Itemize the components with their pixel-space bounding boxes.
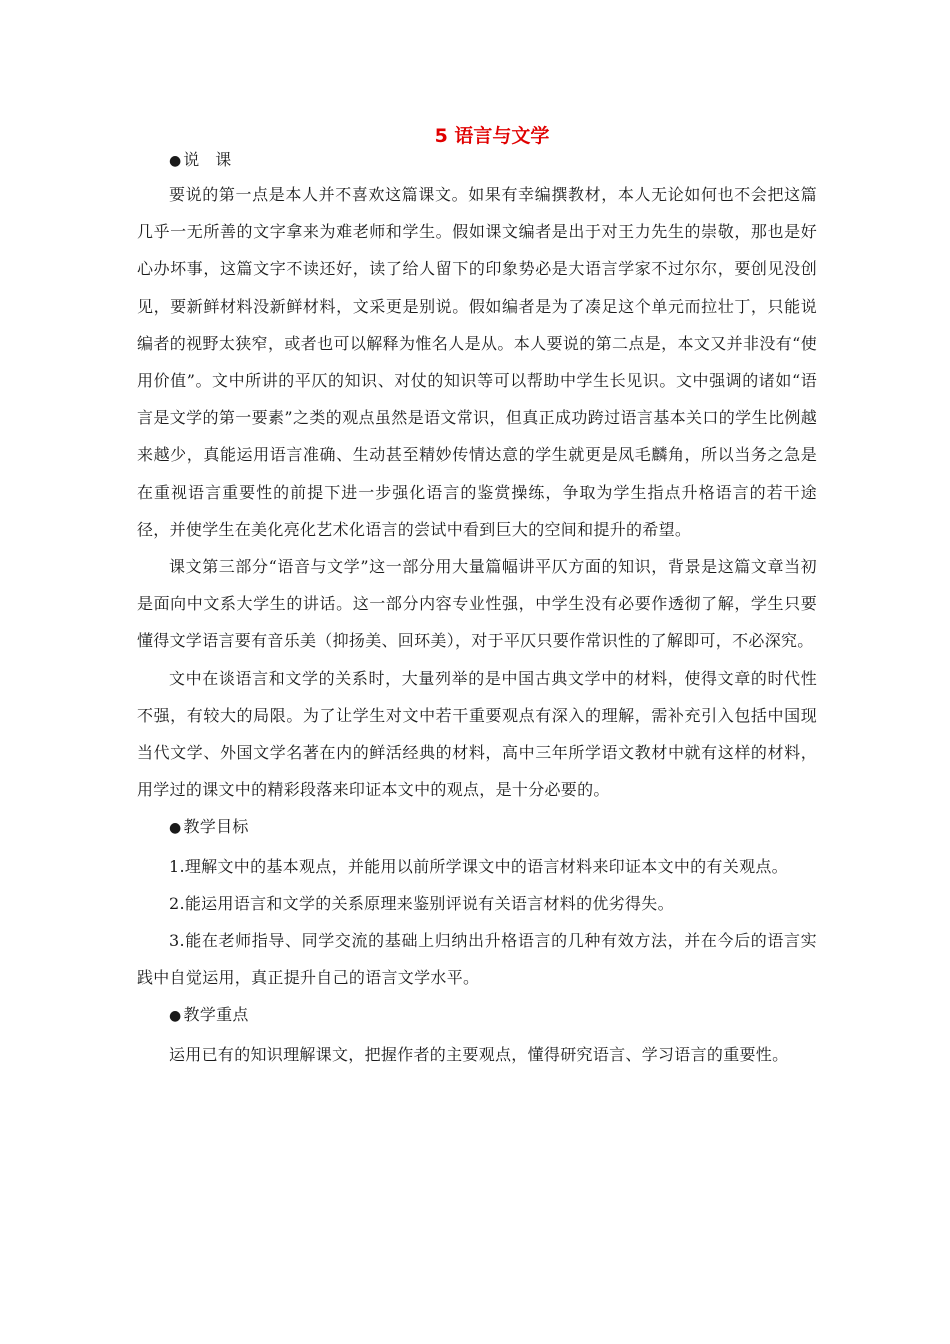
section-heading-goals <box>137 808 817 847</box>
bullet-icon: ● <box>169 153 182 169</box>
bullet-icon: ● <box>169 1008 182 1025</box>
section-heading-label: 教学重点 <box>183 1005 249 1025</box>
section-heading-shuoke <box>137 147 817 172</box>
goal-item: 1.理解文中的基本观点，并能用以前所学课文中的语言材料来印证本文中的有关观点。 <box>169 856 788 876</box>
paragraph: 课文第三部分“语音与文学”这一部分用大量篇幅讲平仄方面的知识，背景是这篇文章当初是面向中文系大学生的讲话。这一部分内容专业性强，中学生没有必要作透彻了解，学生只要懂得文学语言要有音乐美（抑扬美、回环美），对于平仄只要作常识性的了解即可，不必深究。 <box>137 557 817 651</box>
paragraph: 要说的第一点是本人并不喜欢这篇课文。如果有幸编撰教材，本人无论如何也不会把这篇几乎一无所善的文字拿来为难老师和学生。假如课文编者是出于对王力先生的崇敬，那也是好心办坏事，这篇文字不读还好，读了给人留下的印象势必是大语言学家不过尔尔，要创见没创见，要新鲜材料没新鲜材料，文采更是别说。假如编者是为了凑足这个单元而拉壮丁，只能说编者的视野太狭窄，或者也可以解释为惟名人是从。本人要说的第二点是，本文又并非没有“使用价值”。文中所讲的平仄的知识、对仗的知识等可以帮助中学生长见识。文中强调的诸如“语言是文学的第一要素”之类的观点虽然是语文常识，但真正成功跨过语言基本关口的学生比例越来越少，真能运用语言准确、生动甚至精妙传情达意的学生就更是凤毛麟角，所以当务之急是在重视语言重要性的前提下进一步强化语言的鉴赏操练，争取为学生指点升格语言的若干途径，并使学生在美化亮化艺术化语言的尝试中看到巨大的空间和提升的希望。 <box>137 185 817 539</box>
section-heading-label: 说 课 <box>183 150 232 169</box>
bullet-icon: ● <box>169 820 182 837</box>
section-heading-label: 教学目标 <box>183 817 249 837</box>
page-title: 5 语言与文学 <box>434 125 550 147</box>
goal-item: 2.能运用语言和文学的关系原理来鉴别评说有关语言材料的优劣得失。 <box>169 893 674 913</box>
paragraph: 文中在谈语言和文学的关系时，大量列举的是中国古典文学中的材料，使得文章的时代性不强，有较大的局限。为了让学生对文中若干重要观点有深入的理解，需补充引入包括中国现当代文学、外国文学名著在内的鲜活经典的材料，高中三年所学语文教材中就有这样的材料，用学过的课文中的精彩段落来印证本文中的观点，是十分必要的。 <box>137 668 817 800</box>
section-heading-keypoints <box>137 996 817 1035</box>
goal-item: 3.能在老师指导、同学交流的基础上归纳出升格语言的几种有效方法，并在今后的语言实践中自觉运用，真正提升自己的语言文学水平。 <box>137 931 817 988</box>
keypoints-text: 运用已有的知识理解课文，把握作者的主要观点，懂得研究语言、学习语言的重要性。 <box>169 1044 789 1064</box>
document-body <box>137 122 817 1073</box>
